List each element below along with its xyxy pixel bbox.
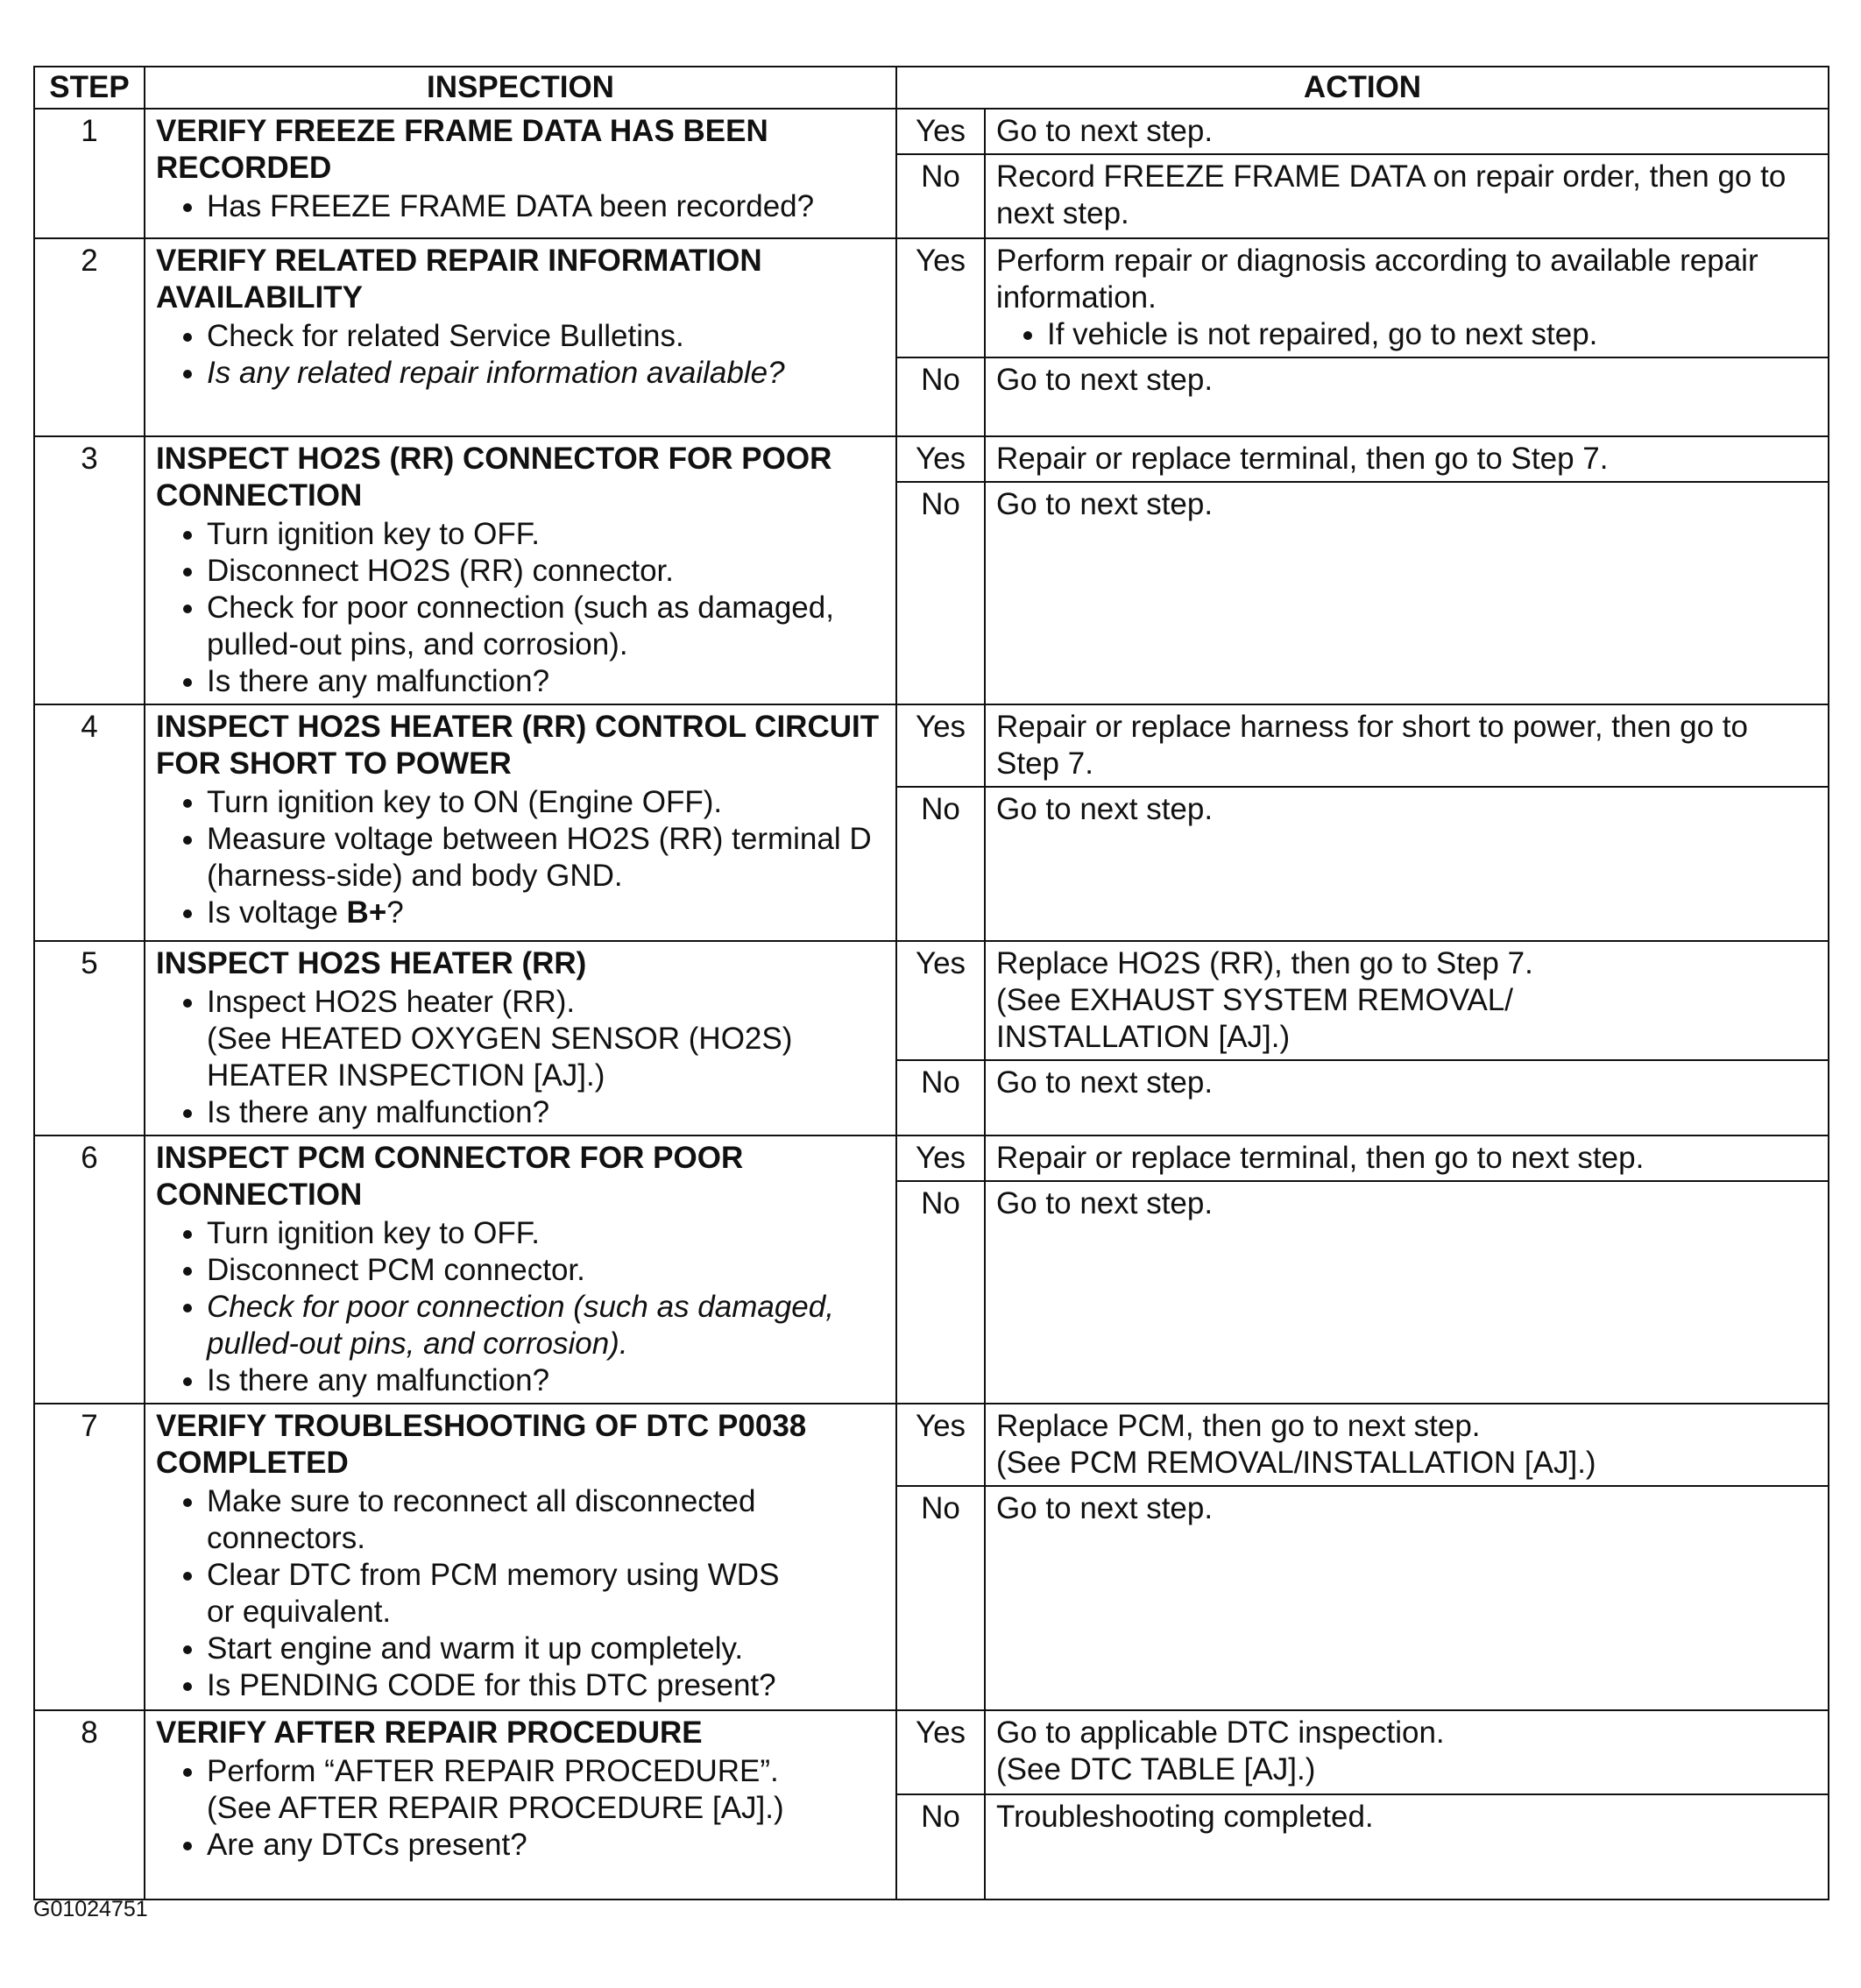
figure-id: G01024751 bbox=[33, 1897, 148, 1921]
table-row bbox=[34, 109, 1829, 154]
inspection-column-header: INSPECTION bbox=[145, 67, 896, 109]
bullet-text: Inspect HO2S heater (RR). (See HEATED OXYGEN SENSOR (HO2S) HEATER INSPECTION [AJ].) bbox=[207, 985, 793, 1093]
bullet-text: Is there any malfunction? bbox=[207, 1095, 550, 1129]
action-text: Repair or replace terminal, then go to next step. bbox=[996, 1141, 1645, 1175]
no-action-cell bbox=[985, 154, 1829, 238]
inspection-cell bbox=[145, 941, 896, 1135]
action-bullet: • If vehicle is not repaired, go to next step. bbox=[1047, 316, 1817, 353]
inspection-bullet bbox=[207, 1215, 885, 1252]
no-label: No bbox=[896, 1486, 985, 1710]
bullet-suffix: ? bbox=[386, 895, 404, 930]
bullet-text: Is PENDING CODE for this DTC present? bbox=[207, 1668, 776, 1702]
inspection-bullet bbox=[207, 318, 885, 355]
yes-action-cell bbox=[985, 436, 1829, 482]
action-text: Go to next step. bbox=[996, 1186, 1214, 1220]
action-text: Replace HO2S (RR), then go to Step 7. (See EXHAUST SYSTEM REMOVAL/ INSTALLATION [AJ].) bbox=[996, 946, 1533, 1054]
step-title: INSPECT HO2S (RR) CONNECTOR FOR POOR CONNECTION bbox=[156, 442, 832, 513]
inspection-bullet-list bbox=[156, 188, 885, 225]
yes-label: Yes bbox=[896, 238, 985, 357]
bullet-text: Clear DTC from PCM memory using WDS or equivalent. bbox=[207, 1558, 780, 1629]
yes-label: Yes bbox=[896, 109, 985, 154]
bullet-text: Perform “AFTER REPAIR PROCEDURE”. (See AFTER REPAIR PROCEDURE [AJ].) bbox=[207, 1754, 784, 1825]
inspection-bullet bbox=[207, 590, 885, 663]
table-body bbox=[34, 109, 1829, 1900]
bullet-text: Disconnect HO2S (RR) connector. bbox=[207, 554, 674, 588]
inspection-cell bbox=[145, 109, 896, 238]
inspection-bullet bbox=[207, 1094, 885, 1131]
yes-label: Yes bbox=[896, 436, 985, 482]
action-text: Record FREEZE FRAME DATA on repair order, then go to next step. bbox=[996, 159, 1787, 230]
inspection-bullet bbox=[207, 188, 885, 225]
step-column-header: STEP bbox=[34, 67, 145, 109]
inspection-bullet bbox=[207, 553, 885, 590]
no-label: No bbox=[896, 1794, 985, 1900]
bullet-text: Turn ignition key to OFF. bbox=[207, 1216, 540, 1250]
table-header-row bbox=[34, 67, 1829, 109]
action-text: Go to next step. bbox=[996, 792, 1214, 826]
step-number: 1 bbox=[34, 109, 145, 238]
table-row bbox=[34, 238, 1829, 357]
inspection-bullet-list bbox=[156, 1215, 885, 1399]
inspection-bullet bbox=[207, 1252, 885, 1289]
bullet-text: Is any related repair information available? bbox=[207, 356, 785, 390]
step-title: VERIFY AFTER REPAIR PROCEDURE bbox=[156, 1716, 703, 1750]
inspection-bullet-list bbox=[156, 1753, 885, 1864]
inspection-bullet-list bbox=[156, 318, 885, 392]
bullet-text: Measure voltage between HO2S (RR) terminal D (harness-side) and body GND. bbox=[207, 822, 872, 893]
action-text: Repair or replace harness for short to power, then go to Step 7. bbox=[996, 710, 1748, 781]
inspection-bullet bbox=[207, 984, 885, 1094]
action-text: Go to applicable DTC inspection. (See DTC TABLE [AJ].) bbox=[996, 1716, 1445, 1786]
no-label: No bbox=[896, 1181, 985, 1404]
bullet-text: Turn ignition key to ON (Engine OFF). bbox=[207, 785, 723, 819]
yes-action-cell bbox=[985, 1404, 1829, 1486]
action-bullet-list bbox=[996, 316, 1817, 353]
bullet-text: Start engine and warm it up completely. bbox=[207, 1631, 744, 1666]
yes-label: Yes bbox=[896, 704, 985, 787]
bullet-text: Are any DTCs present? bbox=[207, 1828, 527, 1862]
inspection-cell bbox=[145, 1404, 896, 1710]
yes-action-cell bbox=[985, 109, 1829, 154]
inspection-bullet bbox=[207, 784, 885, 821]
no-action-cell bbox=[985, 1060, 1829, 1135]
bullet-text: Disconnect PCM connector. bbox=[207, 1253, 585, 1287]
inspection-bullet bbox=[207, 895, 885, 931]
table-row bbox=[34, 941, 1829, 1060]
no-action-cell bbox=[985, 482, 1829, 704]
step-title: INSPECT HO2S HEATER (RR) CONTROL CIRCUIT FOR SHORT TO POWER bbox=[156, 710, 880, 781]
inspection-bullet bbox=[207, 1631, 885, 1667]
inspection-bullet bbox=[207, 1557, 885, 1631]
yes-action-cell bbox=[985, 704, 1829, 787]
no-action-cell bbox=[985, 1486, 1829, 1710]
step-number: 5 bbox=[34, 941, 145, 1135]
action-text: Go to next step. bbox=[996, 1491, 1214, 1525]
yes-label: Yes bbox=[896, 1404, 985, 1486]
inspection-bullet-list bbox=[156, 1483, 885, 1704]
no-action-cell bbox=[985, 357, 1829, 436]
no-label: No bbox=[896, 1060, 985, 1135]
action-text: Perform repair or diagnosis according to available repair information. bbox=[996, 244, 1758, 315]
no-label: No bbox=[896, 787, 985, 941]
inspection-bullet-list bbox=[156, 784, 885, 931]
action-text: Go to next step. bbox=[996, 363, 1214, 397]
inspection-bullet bbox=[207, 663, 885, 700]
yes-action-cell bbox=[985, 1710, 1829, 1794]
action-text: Go to next step. bbox=[996, 1065, 1214, 1100]
yes-label: Yes bbox=[896, 1710, 985, 1794]
bullet-bold-value: B+ bbox=[346, 895, 387, 930]
step-number: 8 bbox=[34, 1710, 145, 1900]
no-label: No bbox=[896, 482, 985, 704]
inspection-bullet-list bbox=[156, 984, 885, 1131]
table-row bbox=[34, 704, 1829, 787]
action-column-header: ACTION bbox=[896, 67, 1829, 109]
inspection-bullet bbox=[207, 1289, 885, 1362]
action-text: Go to next step. bbox=[996, 114, 1214, 148]
inspection-cell bbox=[145, 1135, 896, 1404]
action-text: Repair or replace terminal, then go to Step 7. bbox=[996, 442, 1609, 476]
step-number: 7 bbox=[34, 1404, 145, 1710]
bullet-text: Has FREEZE FRAME DATA been recorded? bbox=[207, 189, 815, 223]
table-row bbox=[34, 1710, 1829, 1794]
inspection-bullet bbox=[207, 821, 885, 895]
step-title: VERIFY FREEZE FRAME DATA HAS BEEN RECORDED bbox=[156, 114, 768, 185]
step-number: 3 bbox=[34, 436, 145, 704]
bullet-text: Turn ignition key to OFF. bbox=[207, 517, 540, 551]
bullet-text: Make sure to reconnect all disconnected connectors. bbox=[207, 1484, 756, 1555]
inspection-bullet bbox=[207, 1827, 885, 1864]
yes-action-cell bbox=[985, 238, 1829, 357]
inspection-cell bbox=[145, 436, 896, 704]
inspection-bullet bbox=[207, 1667, 885, 1704]
no-action-cell bbox=[985, 1794, 1829, 1900]
diagnostic-procedure-table bbox=[33, 66, 1829, 1900]
inspection-bullet bbox=[207, 1753, 885, 1827]
yes-action-cell bbox=[985, 1135, 1829, 1181]
bullet-text: Check for related Service Bulletins. bbox=[207, 319, 684, 353]
bullet-text: Is there any malfunction? bbox=[207, 664, 550, 698]
inspection-bullet bbox=[207, 516, 885, 553]
step-number: 6 bbox=[34, 1135, 145, 1404]
no-label: No bbox=[896, 154, 985, 238]
step-number: 2 bbox=[34, 238, 145, 436]
table-row bbox=[34, 436, 1829, 482]
bullet-text: Is there any malfunction? bbox=[207, 1363, 550, 1397]
bullet-text: Check for poor connection (such as damaged, pulled-out pins, and corrosion). bbox=[207, 1290, 834, 1361]
table-row bbox=[34, 1135, 1829, 1181]
yes-action-cell bbox=[985, 941, 1829, 1060]
step-title: VERIFY TROUBLESHOOTING OF DTC P0038 COMPLETED bbox=[156, 1409, 807, 1480]
inspection-cell bbox=[145, 704, 896, 941]
bullet-text: Is voltage bbox=[207, 895, 347, 930]
table-row bbox=[34, 1404, 1829, 1486]
inspection-cell bbox=[145, 1710, 896, 1900]
inspection-bullet-list bbox=[156, 516, 885, 700]
inspection-cell bbox=[145, 238, 896, 436]
inspection-bullet bbox=[207, 1483, 885, 1557]
no-action-cell bbox=[985, 1181, 1829, 1404]
action-text: Go to next step. bbox=[996, 487, 1214, 522]
bullet-text: Check for poor connection (such as damaged, pulled-out pins, and corrosion). bbox=[207, 591, 834, 661]
action-text: Replace PCM, then go to next step. (See PCM REMOVAL/INSTALLATION [AJ].) bbox=[996, 1409, 1596, 1480]
action-text: Troubleshooting completed. bbox=[996, 1800, 1374, 1834]
step-title: VERIFY RELATED REPAIR INFORMATION AVAILABILITY bbox=[156, 244, 762, 315]
yes-label: Yes bbox=[896, 941, 985, 1060]
no-action-cell bbox=[985, 787, 1829, 941]
inspection-bullet bbox=[207, 1362, 885, 1399]
yes-label: Yes bbox=[896, 1135, 985, 1181]
inspection-bullet bbox=[207, 355, 885, 392]
step-title: INSPECT PCM CONNECTOR FOR POOR CONNECTION bbox=[156, 1141, 744, 1212]
no-label: No bbox=[896, 357, 985, 436]
step-title: INSPECT HO2S HEATER (RR) bbox=[156, 946, 587, 980]
step-number: 4 bbox=[34, 704, 145, 941]
